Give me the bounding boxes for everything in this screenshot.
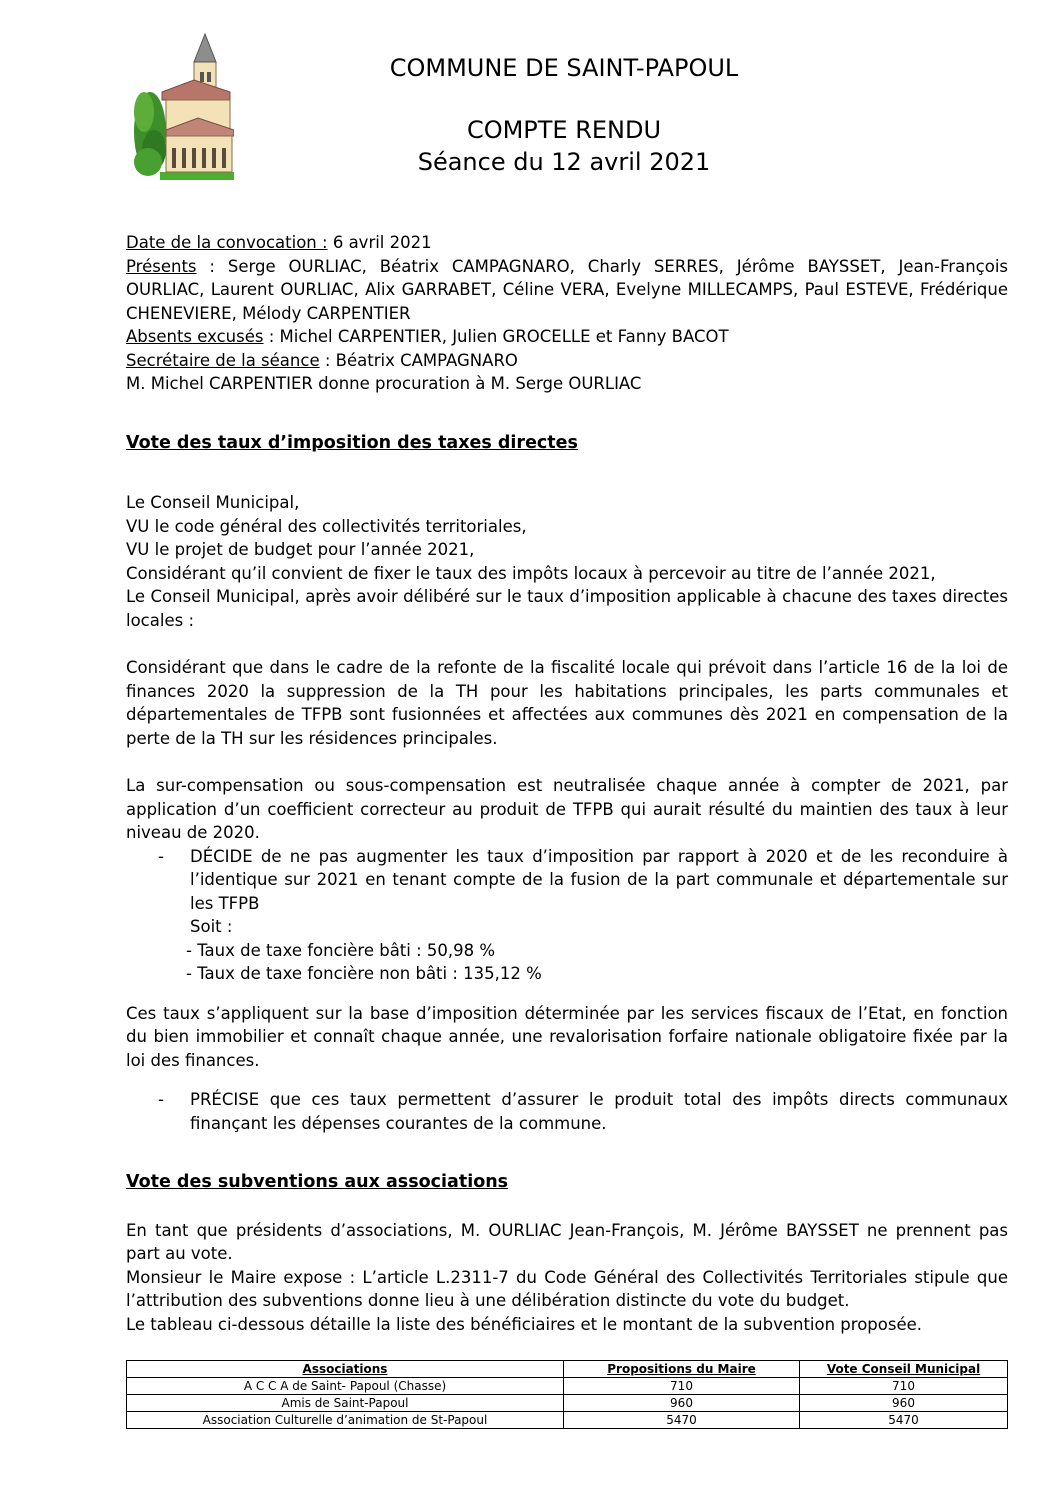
table-row (127, 1412, 1008, 1429)
table-cell: Association Culturelle d’animation de St-Papoul (127, 1412, 564, 1429)
paragraph-base: Ces taux s’appliquent sur la base d’imposition déterminée par les services fiscaux de l’Etat, en fonction du bien immobilier et connaît chaque année, une revalorisation forfaire nationale obligatoire fixée par la loi des finances. (126, 1003, 1008, 1070)
table-header-row (127, 1361, 1008, 1378)
intro-line: VU le projet de budget pour l’année 2021, (126, 540, 475, 559)
convocation-label: Date de la convocation : (126, 233, 328, 252)
table-cell: 960 (564, 1395, 800, 1412)
paragraph-compensation: La sur-compensation ou sous-compensation est neutralisée chaque année à compter de 2021, par application d’un coefficient correcteur au produit de TFPB qui aurait résulté du maintien des taux à leur niveau de 2020. (126, 776, 1008, 842)
dash-bullet: - (158, 846, 164, 866)
table-cell: 5470 (800, 1412, 1008, 1429)
decide-text: DÉCIDE de ne pas augmenter les taux d’imposition par rapport à 2020 et de les reconduire à l’identique sur 2021 en tenant compte de la fusion de la part communale et départementale sur les TFPB (190, 846, 1008, 913)
presents-line (126, 255, 1008, 326)
column-header: Vote Conseil Municipal (800, 1361, 1008, 1378)
presents-label: Présents (126, 256, 197, 276)
table-row (127, 1378, 1008, 1395)
section-title-subventions: Vote des subventions aux associations (126, 1172, 509, 1192)
commune-title: COMMUNE DE SAINT-PAPOUL (389, 54, 739, 82)
table-cell: 960 (800, 1395, 1008, 1412)
subventions-table (126, 1360, 1008, 1429)
secretaire-line (126, 349, 1008, 373)
paragraph-refonte: Considérant que dans le cadre de la refonte de la fiscalité locale qui prévoit dans l’article 16 de la loi de finances 2020 la suppression de la TH pour les habitations principales, les parts communales et départementales de TFPB sont fusionnées et affectées aux communes dès 2021 en compensation de la perte de la TH sur les résidences principales. (126, 658, 1008, 748)
presents-value: : Serge OURLIAC, Béatrix CAMPAGNARO, Charly SERRES, Jérôme BAYSSET, Jean-François OURLIAC, Laurent OURLIAC, Alix GARRABET, Céline VERA, Evelyne MILLECAMPS, Paul ESTEVE, Frédérique CHENEVIERE, Mélody CARPENTIER (126, 256, 1008, 323)
secretaire-label: Secrétaire de la séance (126, 350, 320, 370)
rate-bati: - Taux de taxe foncière bâti : 50,98 % (186, 940, 496, 960)
document-body (126, 231, 1008, 1336)
convocation-value: 6 avril 2021 (327, 233, 432, 252)
column-header: Associations (127, 1361, 564, 1378)
intro-line: Le Conseil Municipal, (126, 493, 300, 512)
dash-bullet: - (158, 1090, 164, 1109)
table-cell: 710 (564, 1378, 800, 1395)
doc-type-title: COMPTE RENDU (466, 116, 662, 144)
absents-value: : Michel CARPENTIER, Julien GROCELLE et Fanny BACOT (263, 327, 729, 346)
absents-label: Absents excusés (126, 327, 264, 346)
table-cell: 710 (800, 1378, 1008, 1395)
paragraph-presidents: En tant que présidents d’associations, M. OURLIAC Jean-François, M. Jérôme BAYSSET ne prennent pas part au vote. (126, 1220, 1008, 1263)
soit-line: Soit : (190, 917, 233, 936)
table-row (127, 1395, 1008, 1412)
section-title-taux: Vote des taux d’imposition des taxes directes (126, 432, 578, 453)
document-header (330, 52, 798, 178)
intro-line: Le Conseil Municipal, après avoir délibéré sur le taux d’imposition applicable à chacune des taxes directes locales : (126, 587, 1008, 630)
absents-line (126, 325, 1008, 349)
paragraph-tableau: Le tableau ci-dessous détaille la liste des bénéficiaires et le montant de la subvention proposée. (126, 1314, 922, 1334)
paragraph-maire: Monsieur le Maire expose : L’article L.2311-7 du Code Général des Collectivités Territoriales stipule que l’attribution des subventions donne lieu à une délibération distincte du vote du budget. (126, 1267, 1008, 1310)
precise-item (126, 1088, 1008, 1135)
intro-line: VU le code général des collectivités territoriales, (126, 516, 527, 536)
intro-line: Considérant qu’il convient de fixer le taux des impôts locaux à percevoir au titre de l’année 2021, (126, 563, 936, 583)
secretaire-value: : Béatrix CAMPAGNARO (319, 350, 518, 370)
convocation-line (126, 231, 1008, 255)
procuration-line: M. Michel CARPENTIER donne procuration à M. Serge OURLIAC (126, 374, 642, 393)
rate-non-bati: - Taux de taxe foncière non bâti : 135,12 % (186, 964, 542, 983)
table-cell: Amis de Saint-Papoul (127, 1395, 564, 1412)
precise-text: PRÉCISE que ces taux permettent d’assurer le produit total des impôts directs communaux finançant les dépenses courantes de la commune. (190, 1090, 1008, 1133)
session-date-title: Séance du 12 avril 2021 (417, 148, 711, 176)
table-cell: A C C A de Saint- Papoul (Chasse) (127, 1378, 564, 1395)
table-cell: 5470 (564, 1412, 800, 1429)
decision-item (126, 845, 1008, 916)
church-logo-icon (130, 32, 234, 182)
column-header: Propositions du Maire (564, 1361, 800, 1378)
